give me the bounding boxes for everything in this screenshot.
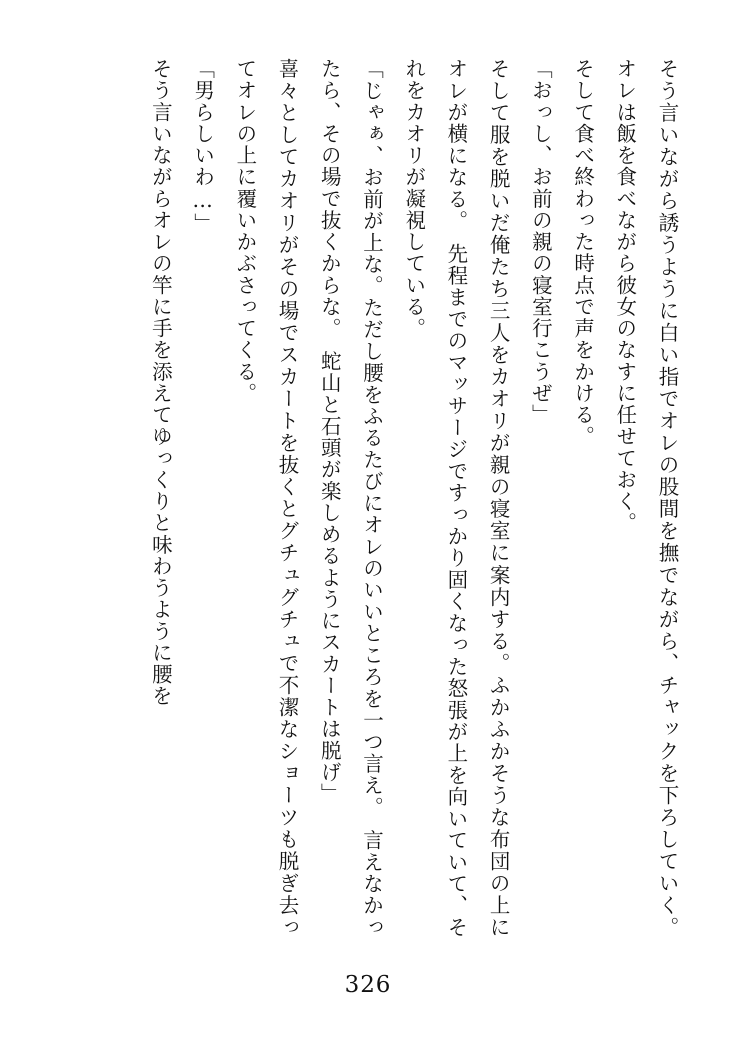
paragraph: 「じゃぁ、お前が上な。ただし腰をふるたびにオレのいいところを一つ言え。 言えなかったら、その場で抜くからな。 蛇山と石頭が楽しめるようにスカートは脱げ」 — [317, 58, 384, 938]
paragraph: 「おっし、お前の親の寝室行こうぜ」 — [528, 58, 553, 426]
paragraph: 喜々としてカオリがその場でスカートを抜くとグチュグチュで不潔なショーツも脱ぎ去ってオレの上に覆いかぶさってくる。 — [232, 58, 300, 938]
paragraph: 「男らしいわ…」 — [190, 58, 215, 235]
page-body-text — [48, 58, 688, 938]
paragraph: そして服を脱いだ俺たち三人をカオリが親の寝室に案内する。ふかふかそうな布団の上にオレが横になる。 先程までのマッサージですっかり固くなった怒張が上を向いていて、それをカオリが凝視している。 — [401, 58, 511, 938]
paragraph: そう言いながら誘うように白い指でオレの股間を撫でながら、チャックを下ろしていく。オレは飯を食べながら彼女のなすに任せておく。 — [612, 58, 679, 938]
paragraph: そう言いながらオレの竿に手を添えてゆっくりと味わうように腰を — [148, 58, 173, 707]
page-number: 326 — [344, 972, 392, 998]
paragraph: そして食べ終わった時点で声をかける。 — [570, 58, 595, 448]
